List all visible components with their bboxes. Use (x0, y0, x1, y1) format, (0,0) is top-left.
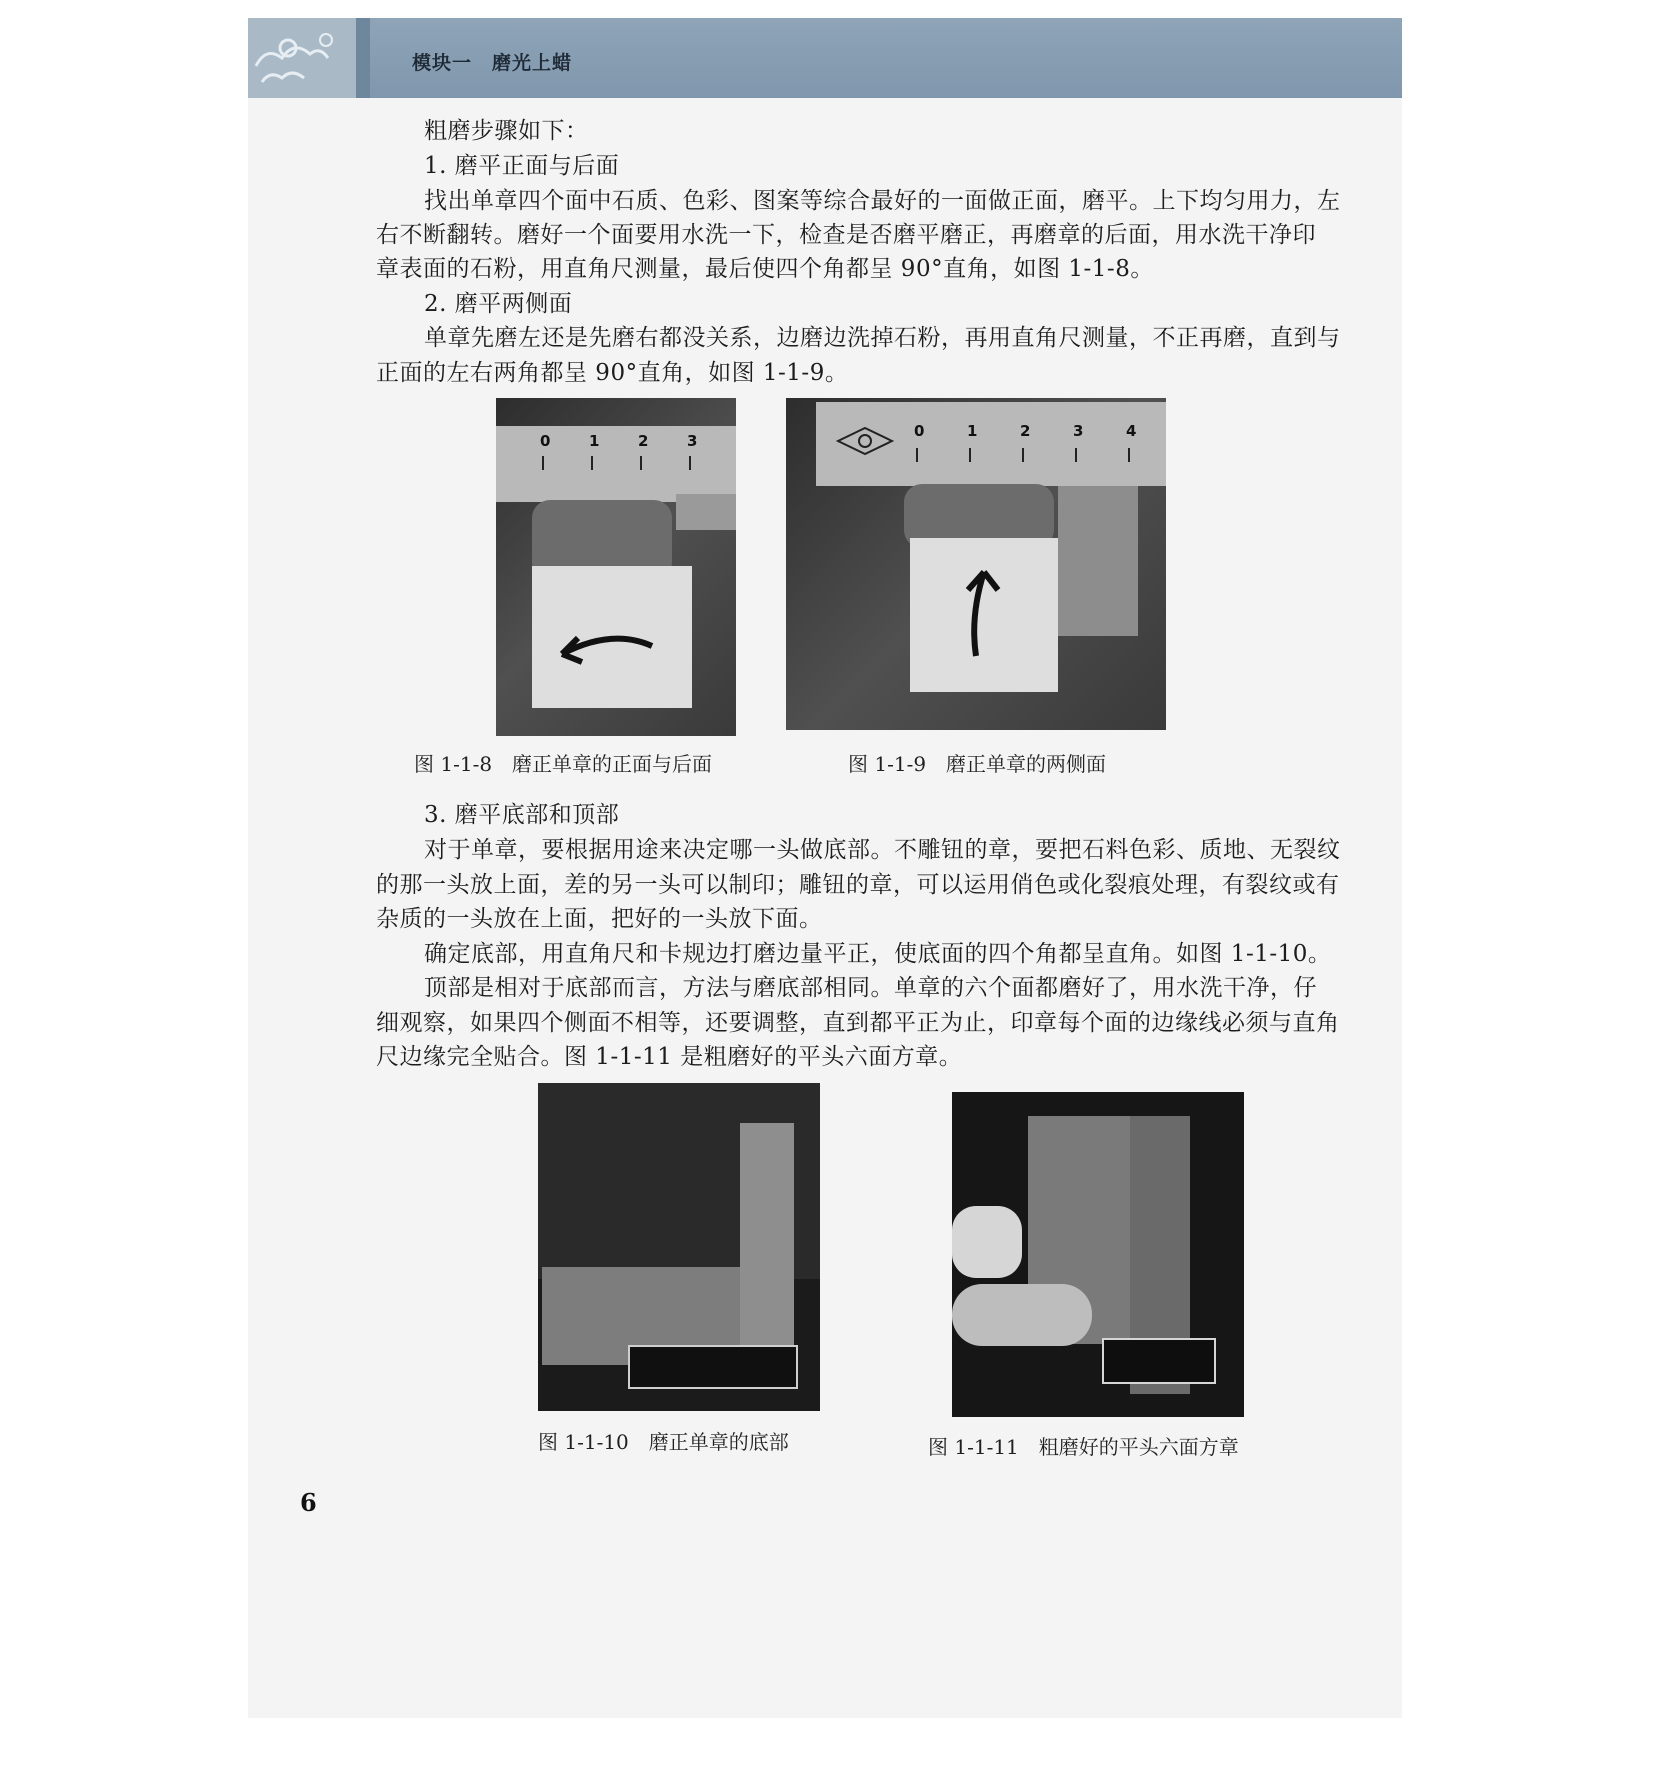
book-page (248, 18, 1402, 1718)
paragraph: 确定底部，用直角尺和卡规边打磨边量平正，使底面的四个角都呈直角。如图 1-1-10。 (424, 941, 1332, 967)
paragraph: 粗磨步骤如下： (424, 118, 589, 144)
arrow-up-icon (910, 538, 1058, 692)
figure-1-1-11-photo (952, 1092, 1244, 1417)
page-number: 6 (300, 1488, 317, 1517)
paragraph: 正面的左右两角都呈 90°直角，如图 1-1-9。 (376, 360, 849, 386)
scale-number: 0 (540, 432, 551, 450)
paragraph: 顶部是相对于底部而言，方法与磨底部相同。单章的六个面都磨好了，用水洗干净，仔 (424, 975, 1317, 1001)
scale-number: 2 (638, 432, 649, 450)
scale-number: 2 (1020, 422, 1031, 440)
paragraph: 右不断翻转。磨好一个面要用水洗一下，检查是否磨平磨正，再磨章的后面，用水洗干净印 (376, 222, 1316, 248)
chapter-title: 模块一 磨光上蜡 (412, 52, 573, 74)
scale-number: 4 (1126, 422, 1137, 440)
figure-caption: 图 1-1-10 磨正单章的底部 (538, 1430, 789, 1454)
paragraph: 章表面的石粉，用直角尺测量，最后使四个角都呈 90°直角，如图 1-1-8。 (376, 256, 1154, 282)
paragraph: 尺边缘完全贴合。图 1-1-11 是粗磨好的平头六面方章。 (376, 1044, 963, 1070)
brand-logo-icon (836, 426, 894, 456)
paragraph: 找出单章四个面中石质、色彩、图案等综合最好的一面做正面，磨平。上下均匀用力，左 (424, 188, 1341, 214)
paragraph: 单章先磨左还是先磨右都没关系，边磨边洗掉石粉，再用直角尺测量，不正再磨，直到与 (424, 325, 1341, 351)
scale-number: 1 (967, 422, 978, 440)
figure-caption: 图 1-1-9 磨正单章的两侧面 (848, 752, 1107, 776)
cloud-pattern-icon (248, 18, 356, 98)
section-heading: 1. 磨平正面与后面 (424, 153, 620, 179)
scale-number: 0 (914, 422, 925, 440)
caliper-scale (496, 426, 736, 502)
section-heading: 3. 磨平底部和顶部 (424, 802, 620, 828)
figure-caption: 图 1-1-8 磨正单章的正面与后面 (414, 752, 713, 776)
paragraph: 对于单章，要根据用途来决定哪一头做底部。不雕钮的章，要把石料色彩、质地、无裂纹 (424, 837, 1341, 863)
square-ruler (740, 1123, 794, 1373)
cloud-pattern-band (248, 18, 356, 98)
section-heading: 2. 磨平两侧面 (424, 291, 573, 317)
paragraph: 杂质的一头放在上面，把好的一头放下面。 (376, 906, 823, 932)
scale-number: 3 (687, 432, 698, 450)
figure-1-1-9-photo (786, 398, 1166, 730)
paragraph: 细观察，如果四个侧面不相等，还要调整，直到都平正为止，印章每个面的边缘线必须与直角 (376, 1010, 1340, 1036)
figure-1-1-10-photo (538, 1083, 820, 1411)
paragraph: 的那一头放上面，差的另一头可以制印；雕钮的章，可以运用俏色或化裂痕处理，有裂纹或有 (376, 872, 1340, 898)
square-ruler-base (1102, 1338, 1216, 1384)
finger (952, 1284, 1092, 1346)
seal-stone (910, 538, 1058, 692)
seal-stone (532, 566, 692, 708)
figure-1-1-8-photo (496, 398, 736, 736)
arrow-left-icon (532, 566, 692, 708)
square-ruler-base (628, 1345, 798, 1389)
scale-number: 3 (1073, 422, 1084, 440)
figure-caption: 图 1-1-11 粗磨好的平头六面方章 (928, 1435, 1239, 1459)
header-divider (356, 18, 370, 98)
scale-number: 1 (589, 432, 600, 450)
page-header (248, 18, 1402, 98)
hand (952, 1206, 1022, 1278)
